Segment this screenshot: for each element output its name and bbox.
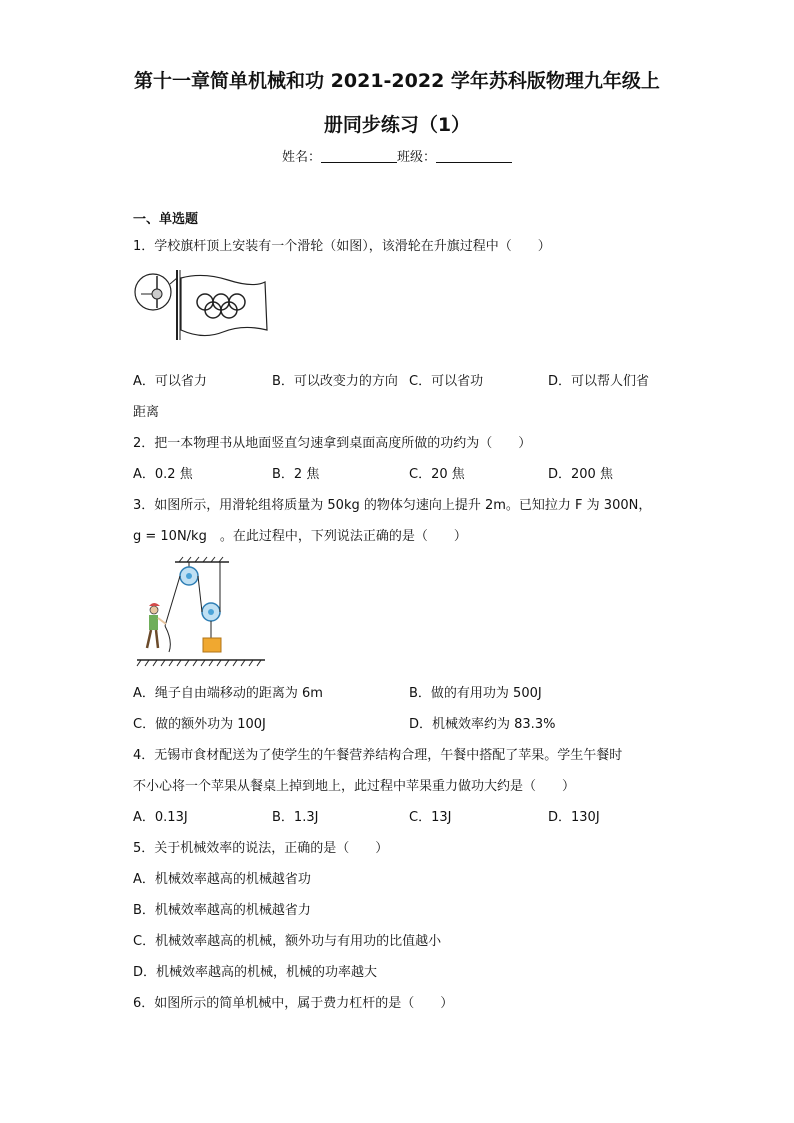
name-label: 姓名： bbox=[281, 150, 321, 165]
student-info-line bbox=[0, 146, 794, 165]
page-title-line-2: 册同步练习（1） bbox=[323, 114, 471, 136]
q2-option-d[interactable]: D．200 焦 bbox=[548, 467, 613, 482]
question-5: 5．关于机械效率的说法，正确的是（ ） bbox=[133, 841, 389, 856]
question-3: 3．如图所示，用滑轮组将质量为 50kg 的物体匀速向上提升 2m。已知拉力 F 为 300N， bbox=[133, 498, 652, 513]
q3-option-c[interactable]: C．做的额外功为 100J bbox=[133, 717, 266, 732]
question-6: 6．如图所示的简单机械中，属于费力杠杆的是（ ） bbox=[133, 996, 454, 1011]
q2-option-b[interactable]: B．2 焦 bbox=[272, 467, 320, 482]
question-4-line-2: 不小心将一个苹果从餐桌上掉到地上，此过程中苹果重力做功大约是（ ） bbox=[133, 779, 576, 794]
q5-option-a[interactable]: A．机械效率越高的机械越省功 bbox=[133, 872, 311, 887]
q4-option-c[interactable]: C．13J bbox=[409, 810, 452, 825]
q5-option-b[interactable]: B．机械效率越高的机械越省力 bbox=[133, 903, 311, 918]
q1-option-d-wrap: 距离 bbox=[133, 405, 160, 420]
pulley-system-figure bbox=[133, 556, 267, 668]
page-title-line-1: 第十一章简单机械和功 2021-2022 学年苏科版物理九年级上 bbox=[134, 70, 660, 92]
name-blank[interactable] bbox=[321, 150, 397, 163]
q1-option-d[interactable]: D．可以帮人们省 bbox=[548, 374, 650, 389]
q3-option-b[interactable]: B．做的有用功为 500J bbox=[409, 686, 542, 701]
q5-option-c[interactable]: C．机械效率越高的机械，额外功与有用功的比值越小 bbox=[133, 934, 442, 949]
q4-option-d[interactable]: D．130J bbox=[548, 810, 600, 825]
flagpole-pulley-figure bbox=[133, 268, 269, 340]
q2-option-c[interactable]: C．20 焦 bbox=[409, 467, 465, 482]
q1-option-c[interactable]: C．可以省功 bbox=[409, 374, 484, 389]
question-1: 1．学校旗杆顶上安装有一个滑轮（如图），该滑轮在升旗过程中（ ） bbox=[133, 239, 551, 254]
question-2: 2．把一本物理书从地面竖直匀速拿到桌面高度所做的功约为（ ） bbox=[133, 436, 532, 451]
q3-option-a[interactable]: A．绳子自由端移动的距离为 6m bbox=[133, 686, 323, 701]
q4-option-a[interactable]: A．0.13J bbox=[133, 810, 188, 825]
q1-option-b[interactable]: B．可以改变力的方向 bbox=[272, 374, 398, 389]
class-label: 班级： bbox=[397, 150, 437, 165]
q4-option-b[interactable]: B．1.3J bbox=[272, 810, 319, 825]
q2-option-a[interactable]: A．0.2 焦 bbox=[133, 467, 193, 482]
q5-option-d[interactable]: D．机械效率越高的机械，机械的功率越大 bbox=[133, 965, 378, 980]
q3-option-d[interactable]: D．机械效率约为 83.3% bbox=[409, 717, 556, 732]
q1-option-a[interactable]: A．可以省力 bbox=[133, 374, 207, 389]
question-3-line-2: g = 10N/kg 。在此过程中，下列说法正确的是（ ） bbox=[133, 529, 467, 544]
question-4: 4．无锡市食材配送为了使学生的午餐营养结构合理，午餐中搭配了苹果。学生午餐时 bbox=[133, 748, 623, 763]
class-blank[interactable] bbox=[436, 150, 512, 163]
section-heading: 一、单选题 bbox=[133, 212, 199, 227]
